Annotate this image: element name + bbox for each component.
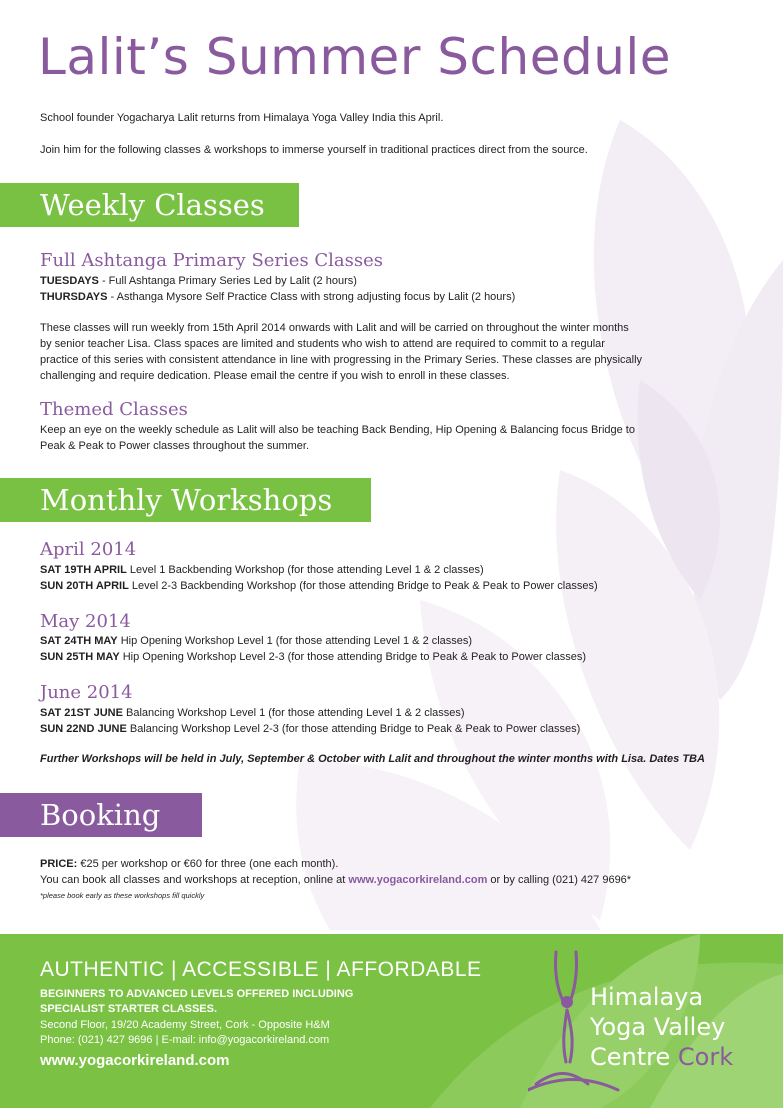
website-link[interactable]: www.yogacorkireland.com <box>348 874 488 886</box>
april-workshop-1 <box>40 562 484 578</box>
may-workshop-1 <box>40 633 472 649</box>
intro-line-1: School founder Yogacharya Lalit returns from Himalaya Yoga Valley India this April. <box>40 112 444 124</box>
thursday-text: - Asthanga Mysore Self Practice Class with strong adjusting focus by Lalit (2 hours) <box>107 291 516 303</box>
address-line: Second Floor, 19/20 Academy Street, Cork - Opposite H&M <box>40 1019 330 1031</box>
footer-website-link[interactable]: www.yogacorkireland.com <box>40 1052 230 1069</box>
logo-cork-text: Cork <box>677 1043 734 1071</box>
logo-text-line-3 <box>590 1043 733 1071</box>
april-workshop-2 <box>40 578 598 594</box>
themed-classes-heading: Themed Classes <box>40 399 188 420</box>
april-workshop-1-date: SAT 19TH APRIL <box>40 564 127 576</box>
june-workshop-1-text: Balancing Workshop Level 1 (for those attending Level 1 & 2 classes) <box>122 707 465 719</box>
booking-footnote: *please book early as these workshops fill quickly <box>40 891 205 900</box>
may-workshop-2-text: Hip Opening Workshop Level 2-3 (for those attending Bridge to Peak & Peak to Power classes) <box>119 651 586 663</box>
booking-phone-text: or by calling (021) 427 9696* <box>487 874 632 886</box>
monthly-workshops-banner: Monthly Workshops <box>0 478 371 522</box>
ashtanga-paragraph-line-4: challenging and require dedication. Please email the centre if you wish to enroll in these classes. <box>40 370 510 382</box>
june-workshop-2-date: SUN 22ND JUNE <box>40 723 127 735</box>
april-workshop-1-text: Level 1 Backbending Workshop (for those attending Level 1 & 2 classes) <box>126 564 484 576</box>
april-workshop-2-date: SUN 20TH APRIL <box>40 580 129 592</box>
contact-line: Phone: (021) 427 9696 | E-mail: info@yogacorkireland.com <box>40 1034 330 1046</box>
tagline: AUTHENTIC | ACCESSIBLE | AFFORDABLE <box>40 958 482 981</box>
logo-text-line-1: Himalaya <box>590 983 704 1011</box>
ashtanga-paragraph-line-3: practice of this series with consistent attendance in line with progressing in the Primary Series. These classes are physically <box>40 354 643 366</box>
may-workshop-1-text: Hip Opening Workshop Level 1 (for those attending Level 1 & 2 classes) <box>117 635 473 647</box>
ashtanga-paragraph-line-2: by senior teacher Lisa. Class spaces are limited and students who wish to attend are required to commit to a regular <box>40 338 605 350</box>
page-title: Lalit’s Summer Schedule <box>38 28 672 86</box>
june-workshop-1 <box>40 705 465 721</box>
price-text: €25 per workshop or €60 for three (one each month). <box>77 858 339 870</box>
may-workshop-1-date: SAT 24TH MAY <box>40 635 118 647</box>
may-workshop-2 <box>40 649 586 665</box>
further-workshops-note: Further Workshops will be held in July, September & October with Lalit and throughout the winter months with Lisa. Dates TBA <box>40 753 705 765</box>
thursday-label: THURSDAYS <box>40 291 108 303</box>
april-heading: April 2014 <box>40 539 137 560</box>
ashtanga-paragraph-line-1: These classes will run weekly from 15th April 2014 onwards with Lalit and will be carried on throughout the winter months <box>40 322 629 334</box>
june-workshop-1-date: SAT 21ST JUNE <box>40 707 123 719</box>
themed-line-2: Peak & Peak to Power classes throughout the summer. <box>40 440 310 452</box>
booking-banner: Booking <box>0 793 202 837</box>
levels-line-1: BEGINNERS TO ADVANCED LEVELS OFFERED INCLUDING <box>40 988 354 1000</box>
themed-line-1: Keep an eye on the weekly schedule as Lalit will also be teaching Back Bending, Hip Opening & Balancing focus Bridge to <box>40 424 635 436</box>
booking-info-line <box>40 872 631 888</box>
levels-line-2: SPECIALIST STARTER CLASSES. <box>40 1003 218 1015</box>
tuesday-text: - Full Ashtanga Primary Series Led by Lalit (2 hours) <box>98 275 357 287</box>
june-workshop-2 <box>40 721 580 737</box>
tuesday-label: TUESDAYS <box>40 275 99 287</box>
june-workshop-2-text: Balancing Workshop Level 2-3 (for those attending Bridge to Peak & Peak to Power classes) <box>126 723 581 735</box>
price-line <box>40 856 338 872</box>
ashtanga-heading: Full Ashtanga Primary Series Classes <box>40 250 384 271</box>
price-label: PRICE: <box>40 858 78 870</box>
logo-text-line-2: Yoga Valley <box>590 1013 726 1041</box>
booking-info-text: You can book all classes and workshops at reception, online at <box>40 874 349 886</box>
logo-centre-text: Centre <box>590 1043 678 1071</box>
may-workshop-2-date: SUN 25TH MAY <box>40 651 120 663</box>
tuesday-class-line <box>40 273 357 289</box>
april-workshop-2-text: Level 2-3 Backbending Workshop (for those attending Bridge to Peak & Peak to Power classes) <box>128 580 598 592</box>
intro-line-2: Join him for the following classes & workshops to immerse yourself in traditional practices direct from the source. <box>40 144 588 156</box>
thursday-class-line <box>40 289 515 305</box>
may-heading: May 2014 <box>40 611 131 632</box>
weekly-classes-banner: Weekly Classes <box>0 183 299 227</box>
june-heading: June 2014 <box>40 682 133 703</box>
